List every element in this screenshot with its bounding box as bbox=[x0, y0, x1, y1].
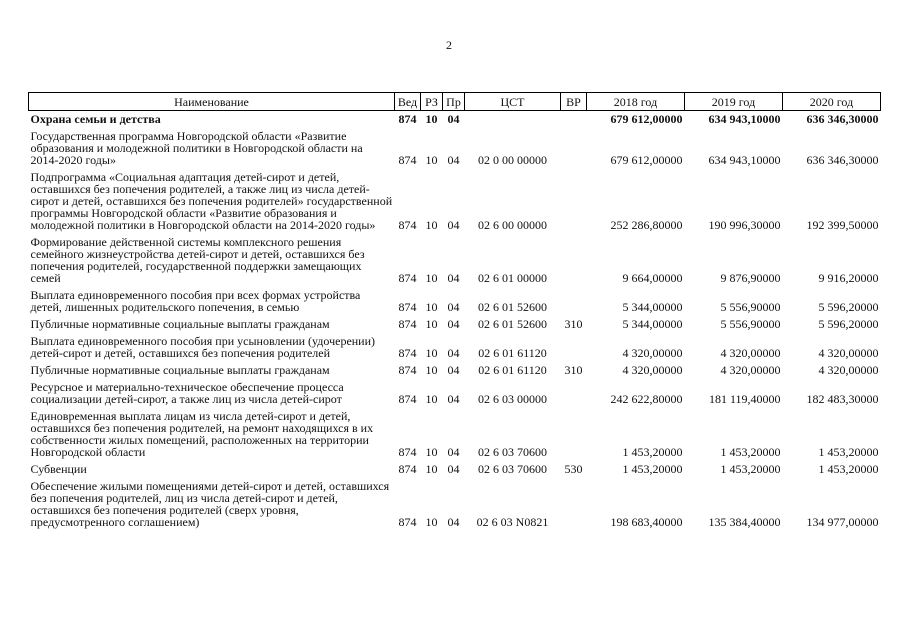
page-number: 2 bbox=[446, 38, 452, 52]
cell-cst: 02 6 00 00000 bbox=[478, 218, 547, 232]
cell-y2020: 182 483,30000 bbox=[806, 392, 879, 406]
cell-rz: 10 bbox=[425, 515, 438, 529]
cell-y2020: 5 596,20000 bbox=[818, 300, 879, 314]
cell-y2019: 5 556,90000 bbox=[720, 300, 781, 314]
cell-vr: 530 bbox=[564, 462, 583, 476]
cell-y2018: 1 453,20000 bbox=[622, 462, 683, 476]
cell-y2019: 1 453,20000 bbox=[720, 462, 781, 476]
cell-vr bbox=[561, 478, 587, 531]
cell-cst: 02 6 01 52600 bbox=[478, 317, 547, 331]
cell-vr bbox=[561, 408, 587, 461]
cell-rz: 10 bbox=[425, 346, 438, 360]
cell-y2018: 5 344,00000 bbox=[622, 317, 683, 331]
cell-y2019: 190 996,30000 bbox=[708, 218, 781, 232]
cell-cst: 02 6 03 70600 bbox=[478, 445, 547, 459]
cell-vr: 310 bbox=[564, 363, 583, 377]
cell-y2019: 9 876,90000 bbox=[720, 271, 781, 285]
cell-y2018: 9 664,00000 bbox=[622, 271, 683, 285]
cell-pr: 04 bbox=[447, 462, 460, 476]
cell-cst: 02 6 01 52600 bbox=[478, 300, 547, 314]
cell-y2018: 1 453,20000 bbox=[622, 445, 683, 459]
table-row bbox=[29, 408, 881, 461]
cell-vr bbox=[561, 169, 587, 234]
cell-rz: 10 bbox=[425, 392, 438, 406]
cell-pr: 04 bbox=[447, 317, 460, 331]
header-2020: 2020 год bbox=[783, 93, 881, 111]
table-row bbox=[29, 234, 881, 287]
cell-y2019: 5 556,90000 bbox=[720, 317, 781, 331]
cell-name: Публичные нормативные социальные выплаты гражданам bbox=[30, 317, 330, 331]
cell-ved: 874 bbox=[398, 317, 417, 331]
cell-y2020: 1 453,20000 bbox=[818, 445, 879, 459]
cell-y2019: 634 943,10000 bbox=[708, 112, 781, 126]
table-row bbox=[29, 478, 881, 531]
cell-name: Государственная программа Новгородской области «Развитие образования и молодежной политики в Новгородской области на 2014-2020 годы» bbox=[30, 129, 363, 167]
cell-y2020: 4 320,00000 bbox=[818, 346, 879, 360]
header-row bbox=[29, 93, 881, 111]
cell-y2018: 5 344,00000 bbox=[622, 300, 683, 314]
cell-y2018: 4 320,00000 bbox=[622, 346, 683, 360]
cell-y2020: 636 346,30000 bbox=[806, 112, 879, 126]
cell-pr: 04 bbox=[447, 271, 460, 285]
cell-y2018: 679 612,00000 bbox=[610, 153, 683, 167]
table-row bbox=[29, 362, 881, 379]
cell-y2018: 198 683,40000 bbox=[610, 515, 683, 529]
header-2019: 2019 год bbox=[685, 93, 783, 111]
cell-name: Охрана семьи и детства bbox=[30, 112, 161, 126]
header-vr: ВР bbox=[561, 93, 587, 111]
cell-name: Публичные нормативные социальные выплаты гражданам bbox=[30, 363, 330, 377]
cell-cst: 02 6 03 00000 bbox=[478, 392, 547, 406]
cell-rz: 10 bbox=[425, 363, 438, 377]
cell-rz: 10 bbox=[425, 445, 438, 459]
cell-cst: 02 0 00 00000 bbox=[478, 153, 547, 167]
cell-ved: 874 bbox=[398, 515, 417, 529]
cell-name: Обеспечение жилыми помещениями детей-сирот и детей, оставшихся без попечения родителей, лиц из числа детей-сирот и детей, оставшихся без попечения родителей (сверх уровня, предусмотренного соглашением) bbox=[30, 479, 390, 529]
cell-ved: 874 bbox=[398, 346, 417, 360]
table-row bbox=[29, 287, 881, 316]
cell-name: Формирование действенной системы комплексного решения семейного жизнеустройства детей-сирот и детей, оставшихся без попечения родителей, государственной поддержки замещающих семей bbox=[30, 235, 365, 285]
cell-y2020: 1 453,20000 bbox=[818, 462, 879, 476]
cell-cst: 02 6 03 70600 bbox=[478, 462, 547, 476]
cell-rz: 10 bbox=[425, 112, 438, 126]
cell-y2019: 634 943,10000 bbox=[708, 153, 781, 167]
cell-vr bbox=[561, 111, 587, 129]
cell-y2019: 181 119,40000 bbox=[708, 392, 781, 406]
header-ved: Вед bbox=[395, 93, 421, 111]
cell-vr bbox=[561, 128, 587, 169]
cell-pr: 04 bbox=[447, 445, 460, 459]
cell-ved: 874 bbox=[398, 363, 417, 377]
table-row bbox=[29, 461, 881, 478]
cell-rz: 10 bbox=[425, 153, 438, 167]
table-row bbox=[29, 169, 881, 234]
cell-name: Подпрограмма «Социальная адаптация детей-сирот и детей, оставшихся без попечения родителей, а также лиц из числа детей-сирот и детей, оставшихся без попечения родителей» государственной программы Новгородской области «Развитие образования и молодежной политики в Новгородской области на 2014-2020 годы» bbox=[30, 170, 393, 232]
table-row bbox=[29, 333, 881, 362]
budget-table bbox=[28, 92, 881, 531]
cell-y2020: 134 977,00000 bbox=[806, 515, 879, 529]
cell-ved: 874 bbox=[398, 300, 417, 314]
cell-ved: 874 bbox=[398, 271, 417, 285]
cell-y2019: 1 453,20000 bbox=[720, 445, 781, 459]
header-pr: Пр bbox=[443, 93, 465, 111]
cell-y2018: 242 622,80000 bbox=[610, 392, 683, 406]
cell-name: Выплата единовременного пособия при усыновлении (удочерении) детей-сирот и детей, оставшихся без попечения родителей bbox=[30, 334, 376, 360]
header-rz: РЗ bbox=[421, 93, 443, 111]
cell-ved: 874 bbox=[398, 218, 417, 232]
cell-name: Субвенции bbox=[30, 462, 87, 476]
table-row bbox=[29, 316, 881, 333]
cell-vr bbox=[561, 379, 587, 408]
cell-rz: 10 bbox=[425, 462, 438, 476]
cell-pr: 04 bbox=[447, 392, 460, 406]
cell-vr bbox=[561, 333, 587, 362]
cell-y2020: 5 596,20000 bbox=[818, 317, 879, 331]
cell-y2020: 4 320,00000 bbox=[818, 363, 879, 377]
cell-name: Выплата единовременного пособия при всех формах устройства детей, лишенных родительского попечения, в семью bbox=[30, 288, 361, 314]
cell-vr bbox=[561, 234, 587, 287]
cell-ved: 874 bbox=[398, 445, 417, 459]
cell-ved: 874 bbox=[398, 462, 417, 476]
table-body bbox=[29, 111, 881, 532]
cell-name: Ресурсное и материально-техническое обеспечение процесса социализации детей-сирот, а также лиц из числа детей-сирот bbox=[30, 380, 344, 406]
cell-cst: 02 6 03 N0821 bbox=[476, 515, 549, 529]
cell-pr: 04 bbox=[447, 112, 460, 126]
cell-name: Единовременная выплата лицам из числа детей-сирот и детей, оставшихся без попечения родителей, на ремонт находящихся в их собственности жилых помещений, расположенных на территории Новгородской области bbox=[30, 409, 374, 459]
table-row bbox=[29, 128, 881, 169]
cell-ved: 874 bbox=[398, 392, 417, 406]
table-row bbox=[29, 379, 881, 408]
cell-rz: 10 bbox=[425, 218, 438, 232]
cell-y2019: 135 384,40000 bbox=[708, 515, 781, 529]
cell-vr bbox=[561, 287, 587, 316]
cell-y2018: 679 612,00000 bbox=[610, 112, 683, 126]
header-name: Наименование bbox=[29, 93, 395, 111]
cell-y2020: 192 399,50000 bbox=[806, 218, 879, 232]
cell-vr: 310 bbox=[564, 317, 583, 331]
cell-pr: 04 bbox=[447, 300, 460, 314]
cell-y2018: 4 320,00000 bbox=[622, 363, 683, 377]
cell-ved: 874 bbox=[398, 112, 417, 126]
header-2018: 2018 год bbox=[587, 93, 685, 111]
cell-pr: 04 bbox=[447, 346, 460, 360]
cell-y2020: 636 346,30000 bbox=[806, 153, 879, 167]
cell-cst: 02 6 01 61120 bbox=[478, 363, 547, 377]
cell-pr: 04 bbox=[447, 153, 460, 167]
cell-rz: 10 bbox=[425, 271, 438, 285]
cell-cst: 02 6 01 00000 bbox=[478, 271, 547, 285]
header-cst: ЦСТ bbox=[465, 93, 561, 111]
cell-pr: 04 bbox=[447, 515, 460, 529]
cell-rz: 10 bbox=[425, 300, 438, 314]
cell-pr: 04 bbox=[447, 218, 460, 232]
cell-ved: 874 bbox=[398, 153, 417, 167]
table-row bbox=[29, 111, 881, 129]
cell-cst: 02 6 01 61120 bbox=[478, 346, 547, 360]
cell-rz: 10 bbox=[425, 317, 438, 331]
cell-y2020: 9 916,20000 bbox=[818, 271, 879, 285]
cell-y2019: 4 320,00000 bbox=[720, 346, 781, 360]
cell-y2019: 4 320,00000 bbox=[720, 363, 781, 377]
cell-y2018: 252 286,80000 bbox=[610, 218, 683, 232]
cell-cst bbox=[465, 111, 561, 129]
cell-pr: 04 bbox=[447, 363, 460, 377]
